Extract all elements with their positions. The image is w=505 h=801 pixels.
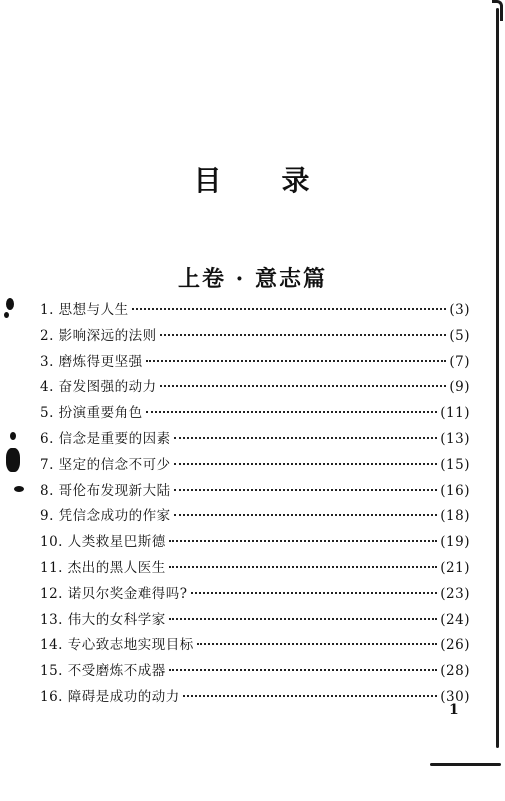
scan-blot — [14, 486, 24, 492]
toc-entry-title: 7. 坚定的信念不可少 — [40, 456, 171, 473]
page-edge-bottom — [430, 763, 501, 766]
toc-leader-dots — [169, 669, 438, 671]
toc-leader-dots — [197, 643, 438, 645]
toc-entry-title: 3. 磨炼得更坚强 — [40, 353, 143, 370]
toc-entry-page: (21) — [440, 559, 470, 576]
toc-leader-dots — [191, 592, 438, 594]
toc-leader-dots — [169, 540, 438, 542]
toc-leader-dots — [132, 308, 447, 310]
table-of-contents — [40, 298, 470, 711]
section-title: 上卷 · 意志篇 — [178, 266, 327, 293]
toc-entry-page: (3) — [449, 302, 470, 318]
toc-entry-title: 10. 人类救星巴斯德 — [40, 534, 166, 551]
scan-blot — [4, 312, 9, 318]
toc-entry-page: (9) — [449, 379, 470, 396]
toc-leader-dots — [174, 437, 438, 439]
toc-entry-title: 12. 诺贝尔奖金难得吗? — [40, 585, 188, 602]
toc-leader-dots — [174, 489, 438, 491]
toc-leader-dots — [174, 514, 438, 516]
toc-leader-dots — [146, 360, 447, 362]
title-char-1: 目 — [193, 163, 224, 197]
toc-entry-title: 16. 障碍是成功的动力 — [40, 688, 180, 705]
toc-entry-title: 1. 思想与人生 — [40, 302, 129, 318]
toc-entry[interactable] — [40, 504, 470, 530]
toc-entry-title: 2. 影响深远的法则 — [40, 327, 157, 344]
page-title — [0, 159, 505, 199]
toc-entry[interactable] — [40, 479, 470, 505]
toc-entry[interactable] — [40, 608, 470, 634]
toc-entry[interactable] — [40, 375, 470, 401]
toc-entry[interactable] — [40, 453, 470, 479]
toc-entry-page: (24) — [440, 611, 470, 628]
toc-entry-page: (19) — [440, 534, 470, 551]
toc-entry[interactable] — [40, 324, 470, 350]
page-number: 1 — [449, 702, 459, 718]
toc-entry-title: 13. 伟大的女科学家 — [40, 611, 166, 628]
toc-entry-page: (15) — [440, 456, 470, 473]
toc-entry-title: 4. 奋发图强的动力 — [40, 379, 157, 396]
toc-entry[interactable] — [40, 556, 470, 582]
scan-blot — [6, 448, 20, 472]
toc-leader-dots — [160, 385, 447, 387]
scan-blot — [10, 432, 16, 440]
toc-entry-page: (5) — [449, 327, 470, 344]
toc-entry-page: (11) — [440, 405, 470, 422]
toc-entry-title: 11. 杰出的黑人医生 — [40, 559, 166, 576]
toc-entry[interactable] — [40, 350, 470, 376]
toc-entry[interactable] — [40, 530, 470, 556]
toc-entry[interactable] — [40, 659, 470, 685]
toc-entry-page: (26) — [440, 637, 470, 654]
toc-entry-page: (18) — [440, 508, 470, 525]
toc-entry[interactable] — [40, 427, 470, 453]
title-char-2: 录 — [281, 163, 312, 197]
toc-entry-page: (23) — [440, 585, 470, 602]
toc-entry-page: (16) — [440, 482, 470, 499]
toc-entry-page: (7) — [449, 353, 470, 370]
toc-leader-dots — [160, 334, 447, 336]
scan-blot — [6, 298, 14, 310]
toc-entry-title: 5. 扮演重要角色 — [40, 405, 143, 422]
toc-leader-dots — [169, 618, 438, 620]
toc-entry-title: 15. 不受磨炼不成器 — [40, 663, 166, 680]
toc-entry-title: 14. 专心致志地实现目标 — [40, 637, 194, 654]
toc-entry[interactable] — [40, 298, 470, 324]
toc-leader-dots — [183, 695, 438, 697]
toc-entry-title: 9. 凭信念成功的作家 — [40, 508, 171, 525]
toc-entry-title: 6. 信念是重要的因素 — [40, 430, 171, 447]
page-edge-right — [496, 8, 499, 748]
toc-leader-dots — [169, 566, 438, 568]
toc-entry-title: 8. 哥伦布发现新大陆 — [40, 482, 171, 499]
toc-entry-page: (28) — [440, 663, 470, 680]
toc-entry[interactable] — [40, 401, 470, 427]
toc-entry[interactable] — [40, 633, 470, 659]
toc-entry-page: (13) — [440, 430, 470, 447]
toc-leader-dots — [146, 411, 438, 413]
toc-leader-dots — [174, 463, 438, 465]
toc-entry[interactable] — [40, 582, 470, 608]
toc-entry[interactable] — [40, 685, 470, 711]
toc-entry-page: (30) — [440, 688, 470, 705]
